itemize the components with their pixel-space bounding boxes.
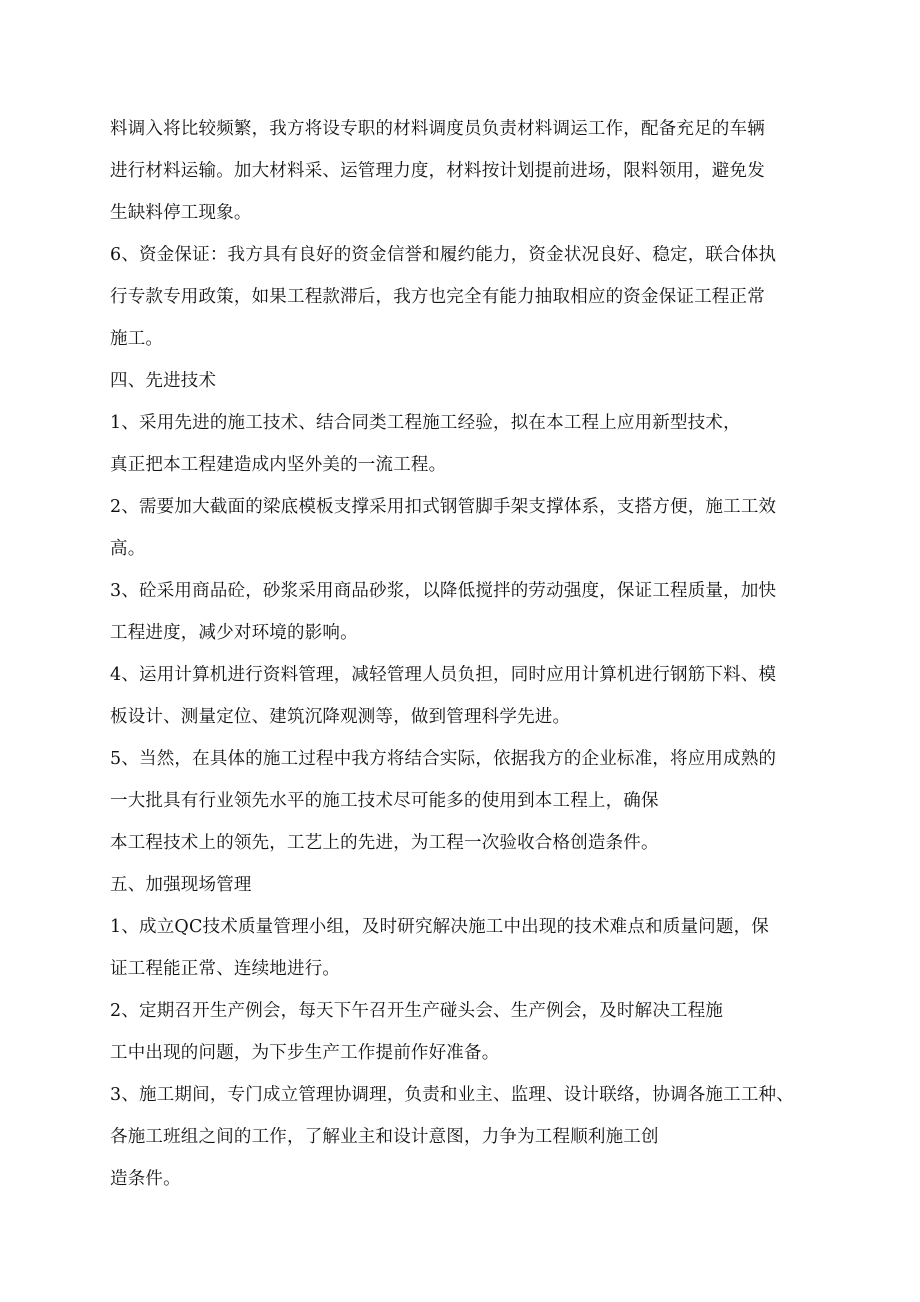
text-line: 6、资金保证：我方具有良好的资金信誉和履约能力，资金状况良好、稳定，联合体执	[110, 245, 777, 265]
text-line: 工中出现的问题，为下步生产工作提前作好准备。	[110, 1043, 500, 1063]
text-line: 1、成立QC技术质量管理小组，及时研究解决施工中出现的技术难点和质量问题，保	[110, 917, 769, 937]
text-line: 各施工班组之间的工作，了解业主和设计意图，力争为工程顺利施工创	[110, 1127, 659, 1147]
text-line: 2、定期召开生产例会，每天下午召开生产碰头会、生产例会，及时解决工程施	[110, 1001, 724, 1021]
text-line: 进行材料运输。加大材料采、运管理力度，材料按计划提前进场，限料领用，避免发	[110, 161, 765, 181]
text-line: 造条件。	[110, 1169, 181, 1189]
text-line: 3、施工期间，专门成立管理协调理，负责和业主、监理、设计联络，协调各施工工种、	[110, 1085, 794, 1105]
text-line: 高。	[110, 539, 146, 559]
text-line: 工程进度，减少对环境的影响。	[110, 623, 358, 643]
text-line: 行专款专用政策，如果工程款滞后，我方也完全有能力抽取相应的资金保证工程正常	[110, 287, 765, 307]
text-line: 本工程技术上的领先，工艺上的先进，为工程一次验收合格创造条件。	[110, 833, 659, 853]
text-line: 2、需要加大截面的梁底模板支撑采用扣式钢管脚手架支撑体系，支搭方便，施工工效	[110, 497, 777, 517]
text-line: 证工程能正常、连续地进行。	[110, 959, 341, 979]
text-line: 真正把本工程建造成内坚外美的一流工程。	[110, 455, 447, 475]
text-line: 料调入将比较频繁，我方将设专职的材料调度员负责材料调运工作，配备充足的车辆	[110, 119, 765, 139]
text-line: 板设计、测量定位、建筑沉降观测等，做到管理科学先进。	[110, 707, 571, 727]
text-line: 3、砼采用商品砼，砂浆采用商品砂浆，以降低搅拌的劳动强度，保证工程质量，加快	[110, 581, 777, 601]
section-heading: 五、加强现场管理	[110, 875, 252, 895]
text-line: 一大批具有行业领先水平的施工技术尽可能多的使用到本工程上，确保	[110, 791, 659, 811]
text-line: 4、运用计算机进行资料管理，减轻管理人员负担，同时应用计算机进行钢筋下料、模	[110, 665, 777, 685]
text-line: 施工。	[110, 329, 164, 349]
section-heading: 四、先进技术	[110, 371, 217, 391]
text-line: 1、采用先进的施工技术、结合同类工程施工经验，拟在本工程上应用新型技术，	[110, 413, 741, 433]
text-line: 5、当然，在具体的施工过程中我方将结合实际，依据我方的企业标准，将应用成熟的	[110, 749, 777, 769]
text-line: 生缺料停工现象。	[110, 203, 252, 223]
